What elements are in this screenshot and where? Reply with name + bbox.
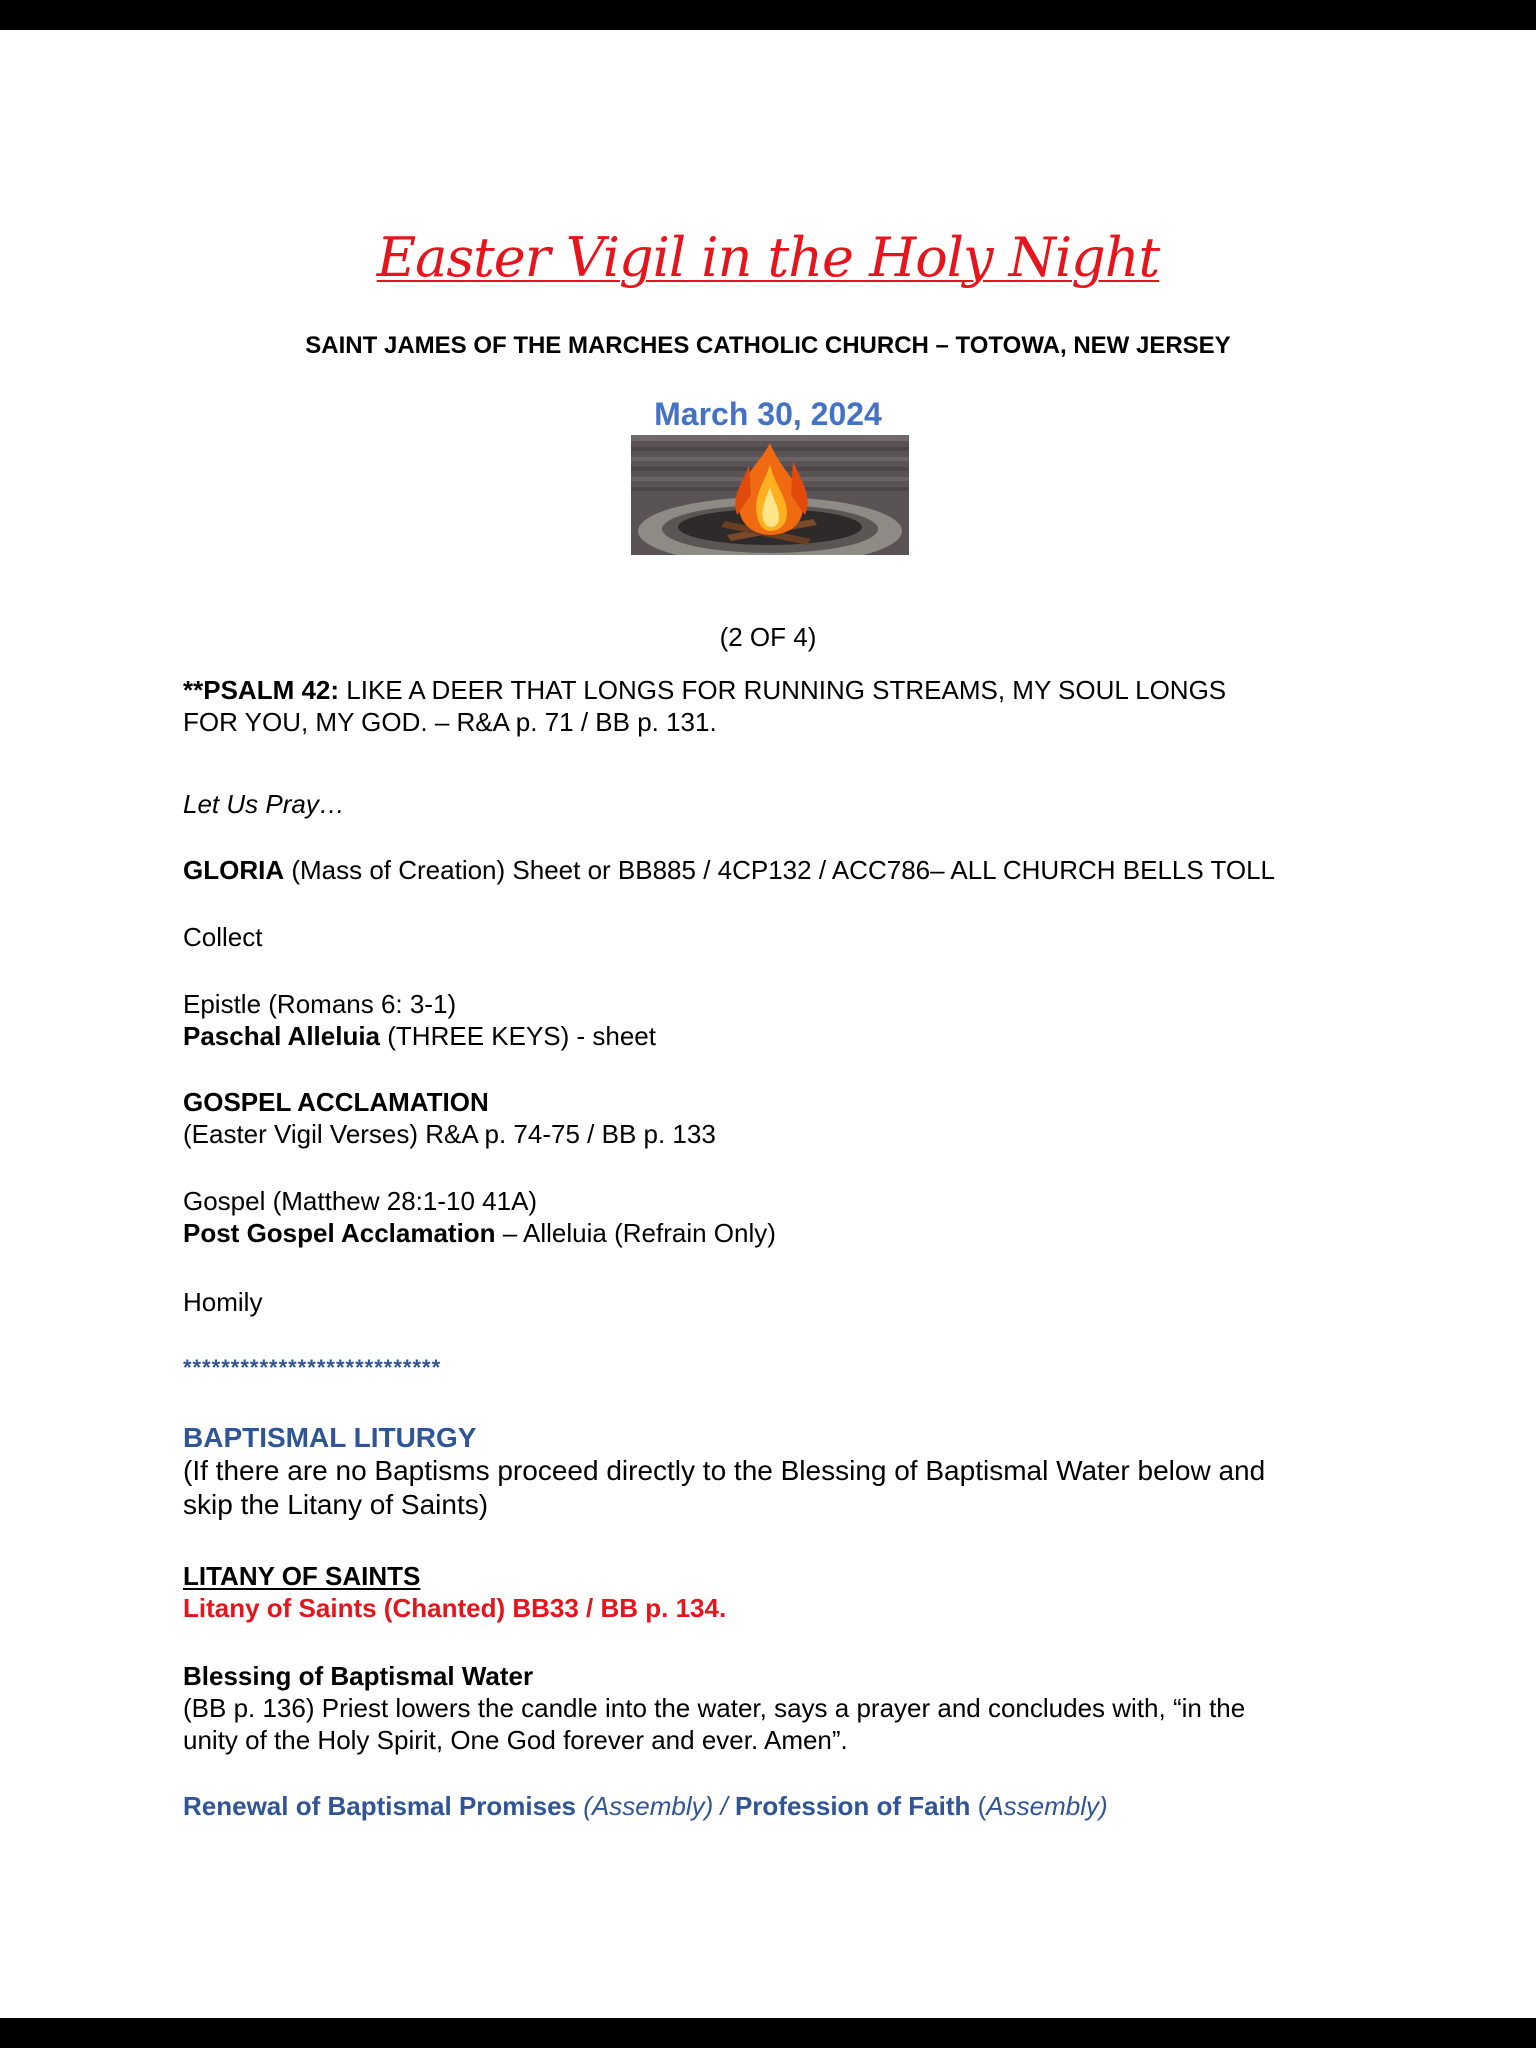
epistle-section <box>183 988 1373 1052</box>
church-name: SAINT JAMES OF THE MARCHES CATHOLIC CHURCH – TOTOWA, NEW JERSEY <box>305 332 1231 359</box>
gloria-text: (Mass of Creation) Sheet or BB885 / 4CP132 / ACC786– ALL CHURCH BELLS TOLL <box>284 855 1276 885</box>
renewal-line <box>183 1790 1373 1822</box>
let-us-pray: Let Us Pray… <box>183 789 345 819</box>
gospel-acclamation-label: GOSPEL ACCLAMATION <box>183 1087 489 1117</box>
litany-section <box>183 1560 1373 1624</box>
profession-paren: ( <box>970 1791 987 1821</box>
gospel-acclamation-section <box>183 1086 1373 1150</box>
blessing-section <box>183 1660 1373 1756</box>
psalm-section <box>183 674 1373 738</box>
fire-icon <box>631 435 909 555</box>
homily: Homily <box>183 1287 263 1317</box>
gloria-line <box>183 854 1373 886</box>
gloria-label: GLORIA <box>183 855 285 885</box>
collect: Collect <box>183 922 263 952</box>
paschal-label: Paschal Alleluia <box>183 1021 381 1051</box>
blessing-line1: (BB p. 136) Priest lowers the candle into the water, says a prayer and concludes with, “in the <box>183 1693 1246 1723</box>
renewal-label: Renewal of Baptismal Promises <box>183 1791 577 1821</box>
blessing-line2: unity of the Holy Spirit, One God forever and ever. Amen”. <box>183 1725 848 1755</box>
gospel-section <box>183 1185 1373 1249</box>
profession-label: Profession of Faith <box>727 1791 971 1821</box>
gospel-acclamation-text: (Easter Vigil Verses) R&A p. 74-75 / BB p. 133 <box>183 1119 716 1149</box>
document-page <box>0 30 1536 2018</box>
baptismal-note <box>183 1454 1373 1522</box>
page-indicator: (2 OF 4) <box>719 622 817 652</box>
baptismal-note-line2: skip the Litany of Saints) <box>183 1489 489 1520</box>
gospel: Gospel (Matthew 28:1-10 41A) <box>183 1186 538 1216</box>
service-date: March 30, 2024 <box>654 396 882 432</box>
profession-assembly: Assembly) <box>986 1791 1108 1821</box>
litany-heading: LITANY OF SAINTS <box>183 1561 421 1591</box>
baptismal-section <box>183 1422 1373 1522</box>
paschal-text: (THREE KEYS) - sheet <box>380 1021 656 1051</box>
renewal-assembly: (Assembly) / <box>576 1791 728 1821</box>
epistle: Epistle (Romans 6: 3-1) <box>183 989 457 1019</box>
fire-pit-image <box>631 435 909 555</box>
page-title: Easter Vigil in the Holy Night <box>376 226 1160 289</box>
baptismal-heading: BAPTISMAL LITURGY <box>183 1422 477 1453</box>
psalm-text: LIKE A DEER THAT LONGS FOR RUNNING STREAMS, MY SOUL LONGS <box>339 675 1227 705</box>
psalm-text-cont: FOR YOU, MY GOD. – R&A p. 71 / BB p. 131. <box>183 707 717 737</box>
psalm-label: **PSALM 42: <box>183 675 340 705</box>
post-gospel-label: Post Gospel Acclamation <box>183 1218 496 1248</box>
blessing-heading: Blessing of Baptismal Water <box>183 1661 534 1691</box>
section-separator: *************************** <box>183 1355 442 1380</box>
litany-text: Litany of Saints (Chanted) BB33 / BB p. 134. <box>183 1593 727 1623</box>
post-gospel-text: – Alleluia (Refrain Only) <box>495 1218 776 1248</box>
baptismal-note-line1: (If there are no Baptisms proceed directly to the Blessing of Baptismal Water below and <box>183 1455 1266 1486</box>
